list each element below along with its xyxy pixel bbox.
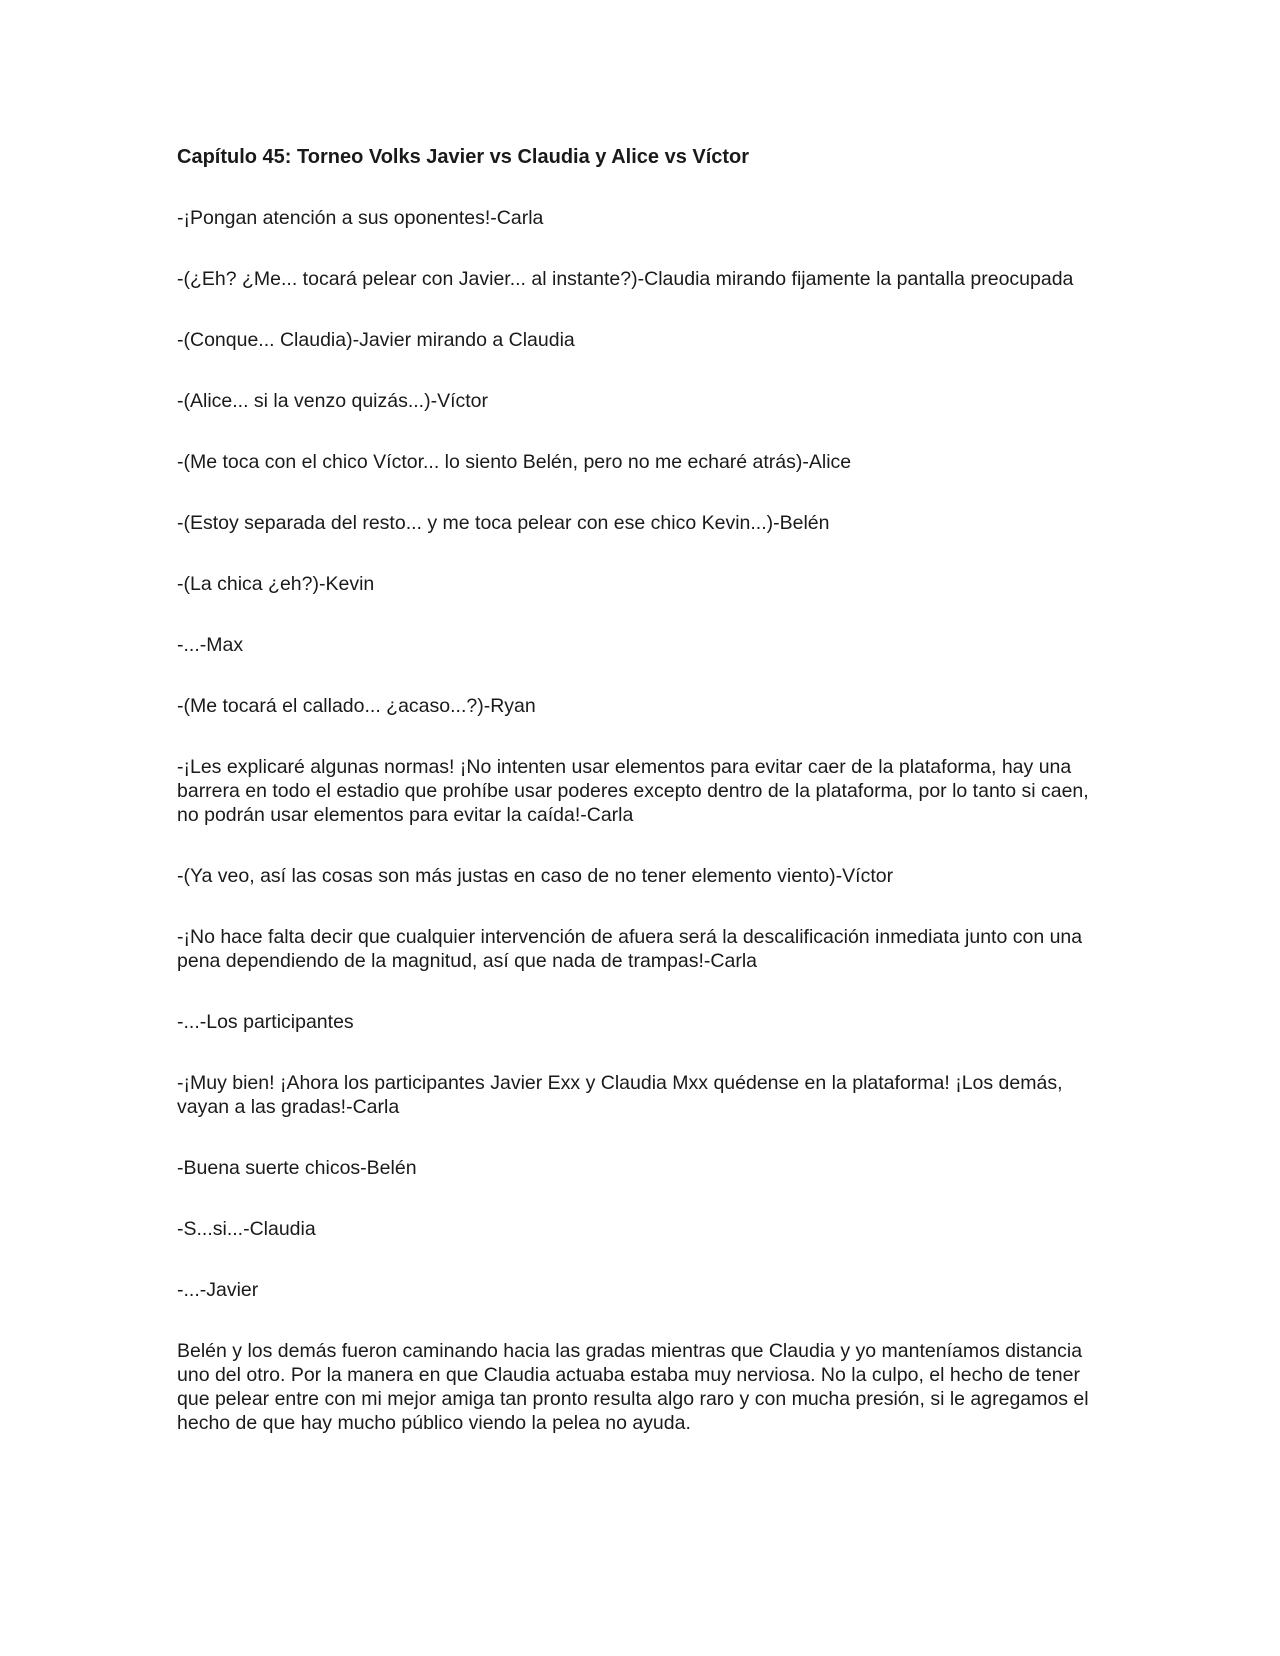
paragraph: -(Alice... si la venzo quizás...)-Víctor — [177, 390, 489, 412]
document-body — [177, 145, 1107, 1472]
paragraph: -¡Muy bien! ¡Ahora los participantes Javier Exx y Claudia Mxx quédense en la plataforma! ¡Los demás, vayan a las gradas!-Carla — [177, 1072, 1063, 1118]
paragraph: -¡No hace falta decir que cualquier intervención de afuera será la descalificación inmediata junto con una pena dependiendo de la magnitud, así que nada de trampas!-Carla — [177, 926, 1083, 972]
paragraph: -...-Javier — [177, 1279, 259, 1301]
paragraph: -(Conque... Claudia)-Javier mirando a Claudia — [177, 329, 575, 351]
paragraph: -S...si...-Claudia — [177, 1218, 316, 1240]
paragraph: -(La chica ¿eh?)-Kevin — [177, 573, 375, 595]
paragraph: -Buena suerte chicos-Belén — [177, 1157, 417, 1179]
paragraph: -(¿Eh? ¿Me... tocará pelear con Javier... al instante?)-Claudia mirando fijamente la pantalla preocupada — [177, 268, 1074, 290]
paragraph: -¡Pongan atención a sus oponentes!-Carla — [177, 207, 544, 229]
paragraph: -(Estoy separada del resto... y me toca pelear con ese chico Kevin...)-Belén — [177, 512, 830, 534]
paragraph: -(Ya veo, así las cosas son más justas en caso de no tener elemento viento)-Víctor — [177, 865, 894, 887]
paragraph: -¡Les explicaré algunas normas! ¡No intenten usar elementos para evitar caer de la plataforma, hay una barrera en todo el estadio que prohíbe usar poderes excepto dentro de la plataforma, por lo tanto si caen, no podrán usar elementos para evitar la caída!-Carla — [177, 756, 1089, 826]
paragraph: -(Me toca con el chico Víctor... lo siento Belén, pero no me echaré atrás)-Alice — [177, 451, 852, 473]
paragraph: -...-Max — [177, 634, 244, 656]
chapter-title: Capítulo 45: Torneo Volks Javier vs Claudia y Alice vs Víctor — [177, 146, 750, 168]
paragraph: -...-Los participantes — [177, 1011, 354, 1033]
paragraph: Belén y los demás fueron caminando hacia las gradas mientras que Claudia y yo manteníamos distancia uno del otro. Por la manera en que Claudia actuaba estaba muy nerviosa. No la culpo, el hecho de tener que pelear entre con mi mejor amiga tan pronto resulta algo raro y con mucha presión, si le agregamos el hecho de que hay mucho público viendo la pelea no ayuda. — [177, 1340, 1089, 1434]
paragraph: -(Me tocará el callado... ¿acaso...?)-Ryan — [177, 695, 536, 717]
